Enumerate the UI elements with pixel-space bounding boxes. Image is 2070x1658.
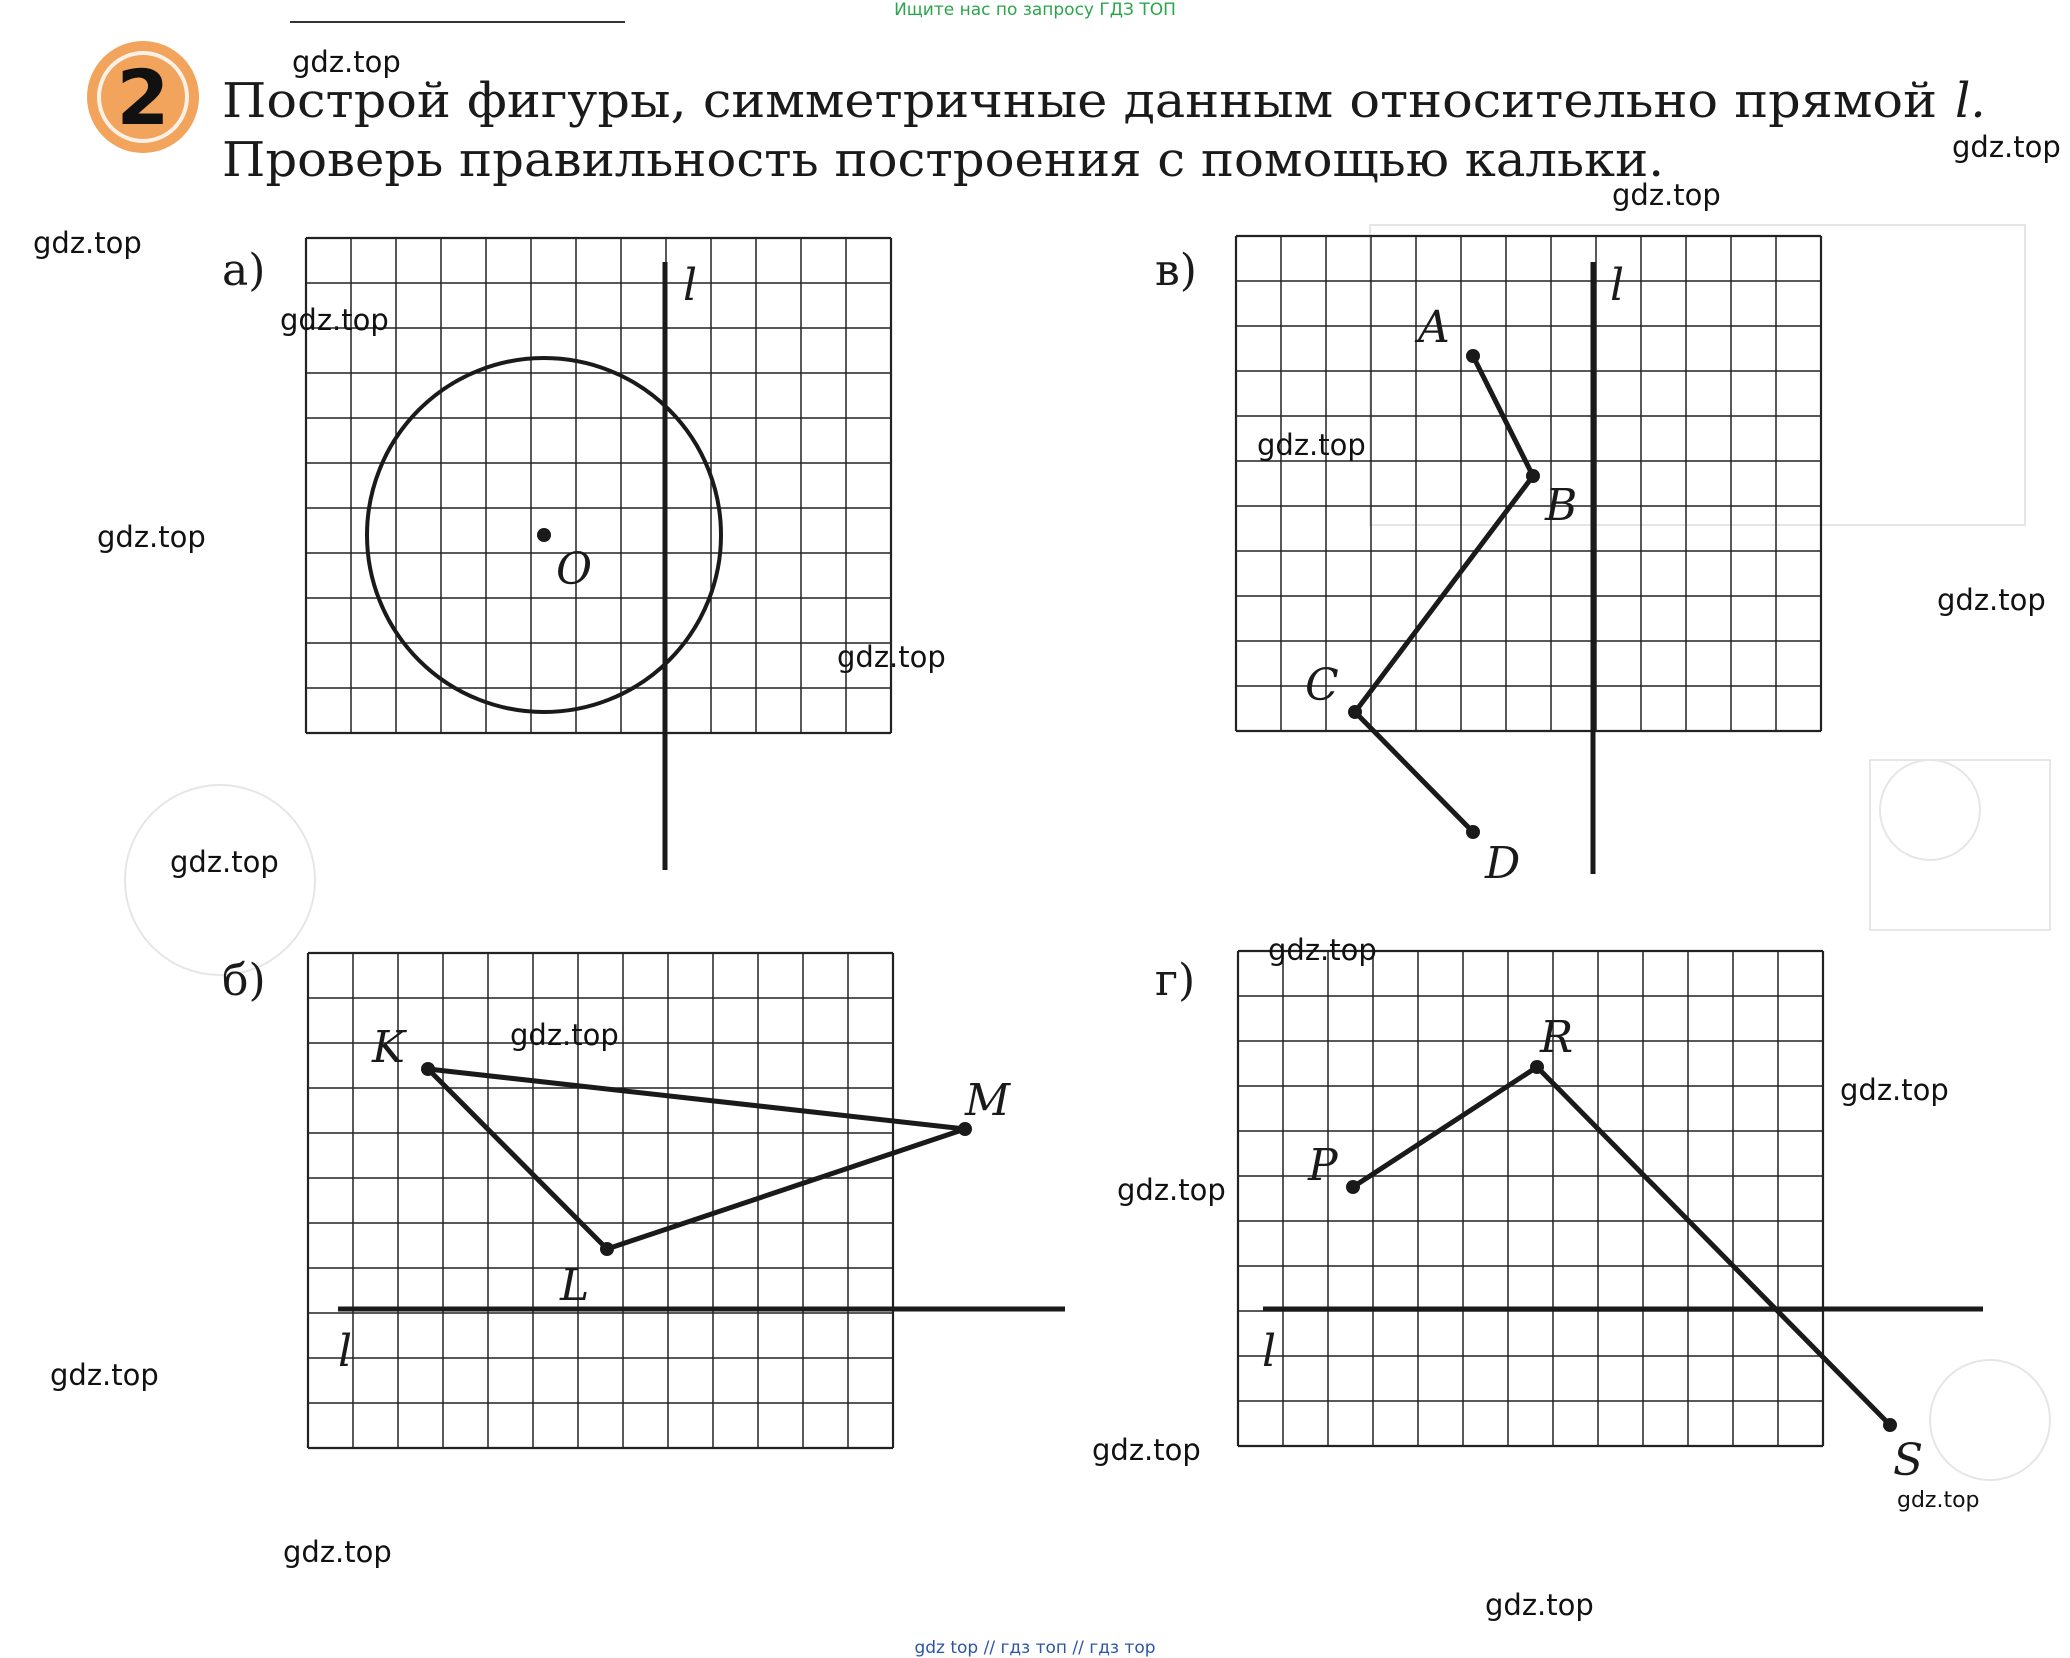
line-label-v: l bbox=[1610, 260, 1625, 311]
line-label-b: l bbox=[338, 1326, 353, 1377]
footer-links[interactable]: gdz top // гдз топ // гдз тор bbox=[914, 1638, 1156, 1658]
label-o: O bbox=[556, 544, 593, 595]
point-k bbox=[421, 1062, 435, 1076]
grid-panel-a bbox=[306, 238, 891, 733]
point-c bbox=[1348, 705, 1362, 719]
label-m: M bbox=[965, 1075, 1011, 1126]
point-p bbox=[1346, 1180, 1360, 1194]
label-r: R bbox=[1540, 1012, 1574, 1063]
watermark: gdz.top bbox=[292, 45, 401, 79]
label-p: P bbox=[1308, 1140, 1338, 1191]
watermark: gdz.top bbox=[837, 640, 946, 674]
label-s: S bbox=[1893, 1435, 1924, 1486]
task-number: 2 bbox=[116, 53, 170, 142]
watermark: gdz.top bbox=[283, 1535, 392, 1569]
label-c: C bbox=[1305, 660, 1339, 711]
watermark: gdz.top bbox=[170, 845, 279, 879]
label-l: L bbox=[560, 1260, 590, 1311]
watermark: gdz.top bbox=[97, 520, 206, 554]
watermark: gdz.top bbox=[1897, 1488, 1980, 1513]
watermark: gdz.top bbox=[1117, 1173, 1226, 1207]
task-line-2: Проверь правильность построения с помощью кальки. bbox=[222, 132, 1664, 188]
point-l bbox=[600, 1242, 614, 1256]
label-b: B bbox=[1545, 480, 1578, 531]
center-point-o bbox=[537, 528, 551, 542]
point-b bbox=[1526, 469, 1540, 483]
panel-b-letter: б) bbox=[222, 955, 266, 1006]
watermark: gdz.top bbox=[1952, 130, 2061, 164]
watermark: gdz.top bbox=[1840, 1073, 1949, 1107]
point-s bbox=[1883, 1418, 1897, 1432]
task-line-1: Построй фигуры, симметричные данным относительно прямой bbox=[222, 73, 1937, 129]
watermark: gdz.top bbox=[510, 1018, 619, 1052]
task-number-badge bbox=[87, 41, 199, 153]
triangle-kml bbox=[428, 1069, 965, 1249]
watermark: gdz.top bbox=[1092, 1433, 1201, 1467]
label-k: K bbox=[372, 1022, 405, 1073]
watermark: gdz.top bbox=[33, 226, 142, 260]
watermark: gdz.top bbox=[1612, 178, 1721, 212]
header-search-link[interactable]: Ищите нас по запросу ГДЗ ТОП bbox=[894, 0, 1176, 20]
panel-v-letter: в) bbox=[1155, 245, 1197, 296]
label-a: A bbox=[1418, 302, 1450, 353]
panel-a-letter: а) bbox=[222, 245, 266, 296]
line-label-a: l bbox=[683, 260, 698, 311]
watermark: gdz.top bbox=[1257, 428, 1366, 462]
watermark: gdz.top bbox=[1485, 1588, 1594, 1622]
grid-panel-g bbox=[1238, 951, 1823, 1446]
watermark: gdz.top bbox=[280, 303, 389, 337]
line-label-g: l bbox=[1262, 1326, 1277, 1377]
watermark: gdz.top bbox=[50, 1358, 159, 1392]
watermark: gdz.top bbox=[1937, 583, 2046, 617]
point-a bbox=[1466, 349, 1480, 363]
watermark: gdz.top bbox=[1268, 933, 1377, 967]
point-d bbox=[1466, 825, 1480, 839]
panel-g-letter: г) bbox=[1155, 955, 1196, 1006]
task-line-1-symbol: l. bbox=[1955, 73, 1986, 129]
label-d: D bbox=[1485, 838, 1521, 889]
polyline-prs bbox=[1353, 1067, 1890, 1425]
